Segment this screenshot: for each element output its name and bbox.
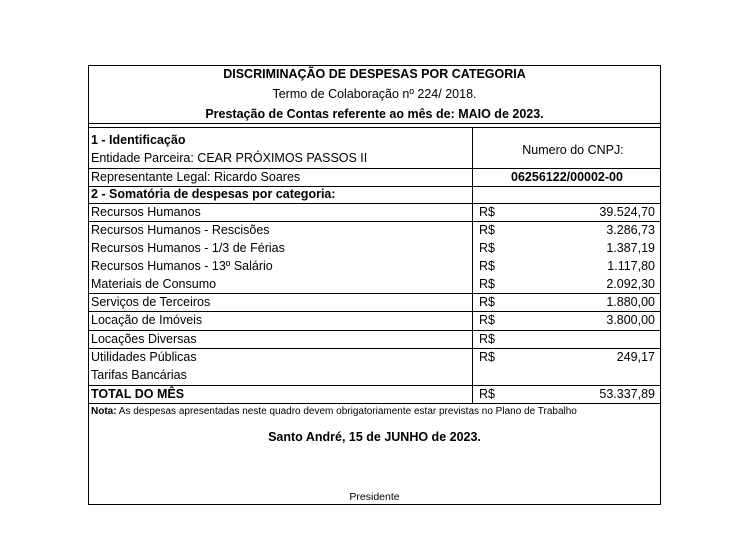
expense-label: Recursos Humanos - Rescisões	[91, 223, 270, 237]
currency-symbol: R$	[479, 259, 495, 273]
note-text: As despesas apresentadas neste quadro devem obrigatoriamente estar previstas no Plano de Trabalho	[116, 406, 577, 417]
section-identification: 1 - Identificação	[91, 133, 186, 147]
expense-label: Recursos Humanos - 13º Salário	[91, 259, 273, 273]
divider	[89, 168, 660, 169]
expense-value: 2.092,30	[606, 277, 655, 291]
currency-symbol: R$	[479, 313, 495, 327]
total-value: 53.337,89	[599, 387, 655, 401]
expense-label: Locação de Imóveis	[91, 313, 203, 327]
expense-value: 1.117,80	[607, 259, 655, 273]
entity-name: Entidade Parceira: CEAR PRÓXIMOS PASSOS II	[91, 151, 368, 165]
currency-symbol: R$	[479, 295, 495, 309]
currency-symbol: R$	[479, 350, 495, 364]
expense-value: 1.880,00	[606, 295, 655, 309]
row-divider	[89, 330, 660, 331]
section-expenses: 2 - Somatória de despesas por categoria:	[91, 187, 336, 201]
expense-value: 3.800,00	[606, 313, 655, 327]
divider	[89, 123, 660, 124]
row-divider	[89, 385, 660, 386]
place-date: Santo André, 15 de JUNHO de 2023.	[268, 430, 481, 444]
total-currency: R$	[479, 387, 495, 401]
column-divider	[472, 203, 473, 403]
currency-symbol: R$	[479, 241, 495, 255]
expense-label: Utilidades Públicas	[91, 350, 197, 364]
report-title: DISCRIMINAÇÃO DE DESPESAS POR CATEGORIA	[223, 67, 526, 81]
expense-label: Materiais de Consumo	[91, 277, 217, 291]
note-label: Nota:	[91, 406, 117, 417]
signature-label: Presidente	[349, 491, 400, 503]
period-line: Prestação de Contas referente ao mês de: MAIO de 2023.	[205, 107, 544, 121]
expense-label: Tarifas Bancárias	[91, 368, 187, 382]
expense-label: Locações Diversas	[91, 332, 197, 346]
cnpj-value: 06256122/00002-00	[511, 170, 623, 184]
column-divider	[472, 127, 473, 203]
currency-symbol: R$	[479, 205, 495, 219]
expense-value: 1.387,19	[606, 241, 655, 255]
row-divider	[89, 221, 660, 222]
row-divider	[89, 348, 660, 349]
currency-symbol: R$	[479, 332, 495, 346]
expense-label: Serviços de Terceiros	[91, 295, 211, 309]
currency-symbol: R$	[479, 277, 495, 291]
term-line: Termo de Colaboração nº 224/ 2018.	[272, 87, 477, 101]
currency-symbol: R$	[479, 223, 495, 237]
expense-label: Recursos Humanos - 1/3 de Férias	[91, 241, 285, 255]
divider	[89, 403, 660, 404]
expense-label: Recursos Humanos	[91, 205, 201, 219]
row-divider	[89, 293, 660, 294]
expense-value: 3.286,73	[606, 223, 655, 237]
expense-value: 39.524,70	[599, 205, 655, 219]
divider	[89, 203, 660, 204]
divider	[89, 127, 660, 128]
expense-value: 249,17	[616, 350, 655, 364]
expense-report	[88, 65, 661, 505]
total-label: TOTAL DO MÊS	[91, 387, 185, 401]
cnpj-label: Numero do CNPJ:	[522, 143, 624, 157]
row-divider	[89, 311, 660, 312]
note	[91, 406, 577, 417]
representative: Representante Legal: Ricardo Soares	[91, 170, 301, 184]
